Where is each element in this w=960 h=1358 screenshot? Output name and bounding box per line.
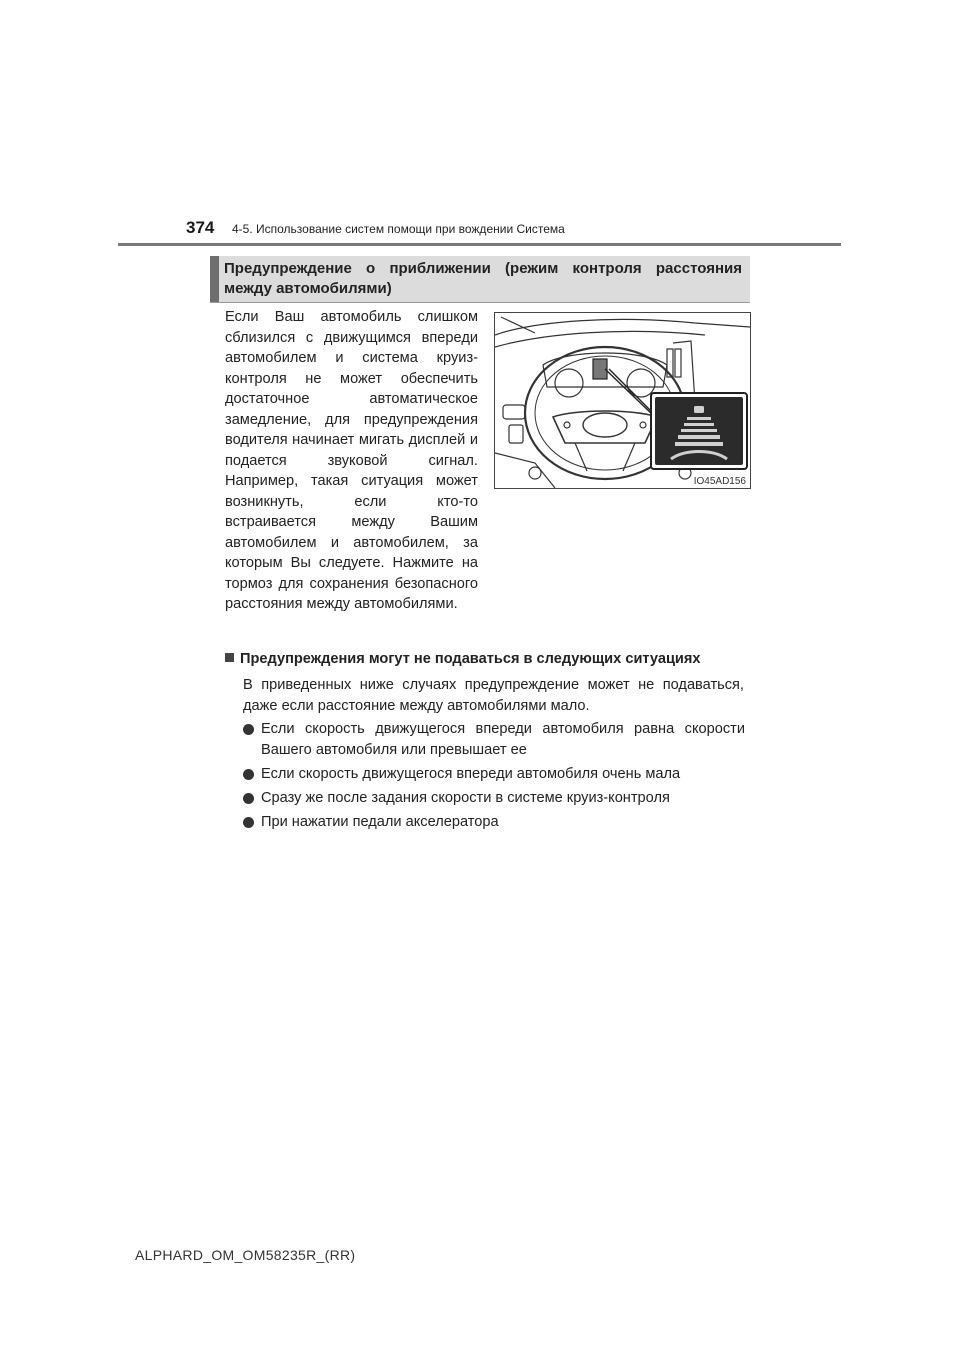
square-bullet-icon [225,653,234,662]
bullet-dot-icon [243,769,254,780]
document-code: ALPHARD_OM_OM58235R_(RR) [135,1247,356,1263]
section-title-box [210,256,750,303]
list-item-text: Если скорость движущегося впереди автомобиля очень мала [261,766,681,782]
list-item-text: Сразу же после задания скорости в системе круиз-контроля [261,790,670,806]
dashboard-steering-wheel-icon [495,313,750,488]
header-divider [118,243,841,246]
list-item-text: При нажатии педали акселератора [261,814,499,830]
main-paragraph: Если Ваш автомобиль слишком сблизился с движущимся впереди автомобилем и система круиз-контроля не может обеспечить достаточное автоматическое замедление, для предупреждения водителя начинает мигать дисплей и подается звуковой сигнал. Например, такая ситуация может возникнуть, если кто-то встраивается между Вашим автомобилем и автомобилем, за которым Вы следуете. Нажмите на тормоз для сохранения безопасного расстояния между автомобилями. [225,309,478,612]
section-accent-bar [210,256,219,302]
subsection-intro: В приведенных ниже случаях предупреждение может не подаваться, даже если расстояние между автомобилями мало. [243,677,744,714]
dashboard-figure [494,312,751,489]
section-title: Предупреждение о приближении (режим контроля расстояния между автомобилями) [224,260,742,297]
list-item [243,812,745,833]
list-item [243,788,745,809]
page-number: 374 [186,218,215,237]
page-header [186,214,846,244]
subsection-heading-text: Предупреждения могут не подаваться в следующих ситуациях [240,651,701,667]
bullet-dot-icon [243,793,254,804]
subsection-heading [225,651,755,667]
chapter-title: 4-5. Использование систем помощи при вождении Система [232,222,565,236]
list-item [243,719,745,761]
list-item [243,764,745,785]
figure-code: IO45AD156 [693,476,746,487]
bullet-dot-icon [243,724,254,735]
list-item-text: Если скорость движущегося впереди автомобиля равна скорости Вашего автомобиля или превышает ее [261,721,745,758]
situations-list [243,719,745,836]
bullet-dot-icon [243,817,254,828]
